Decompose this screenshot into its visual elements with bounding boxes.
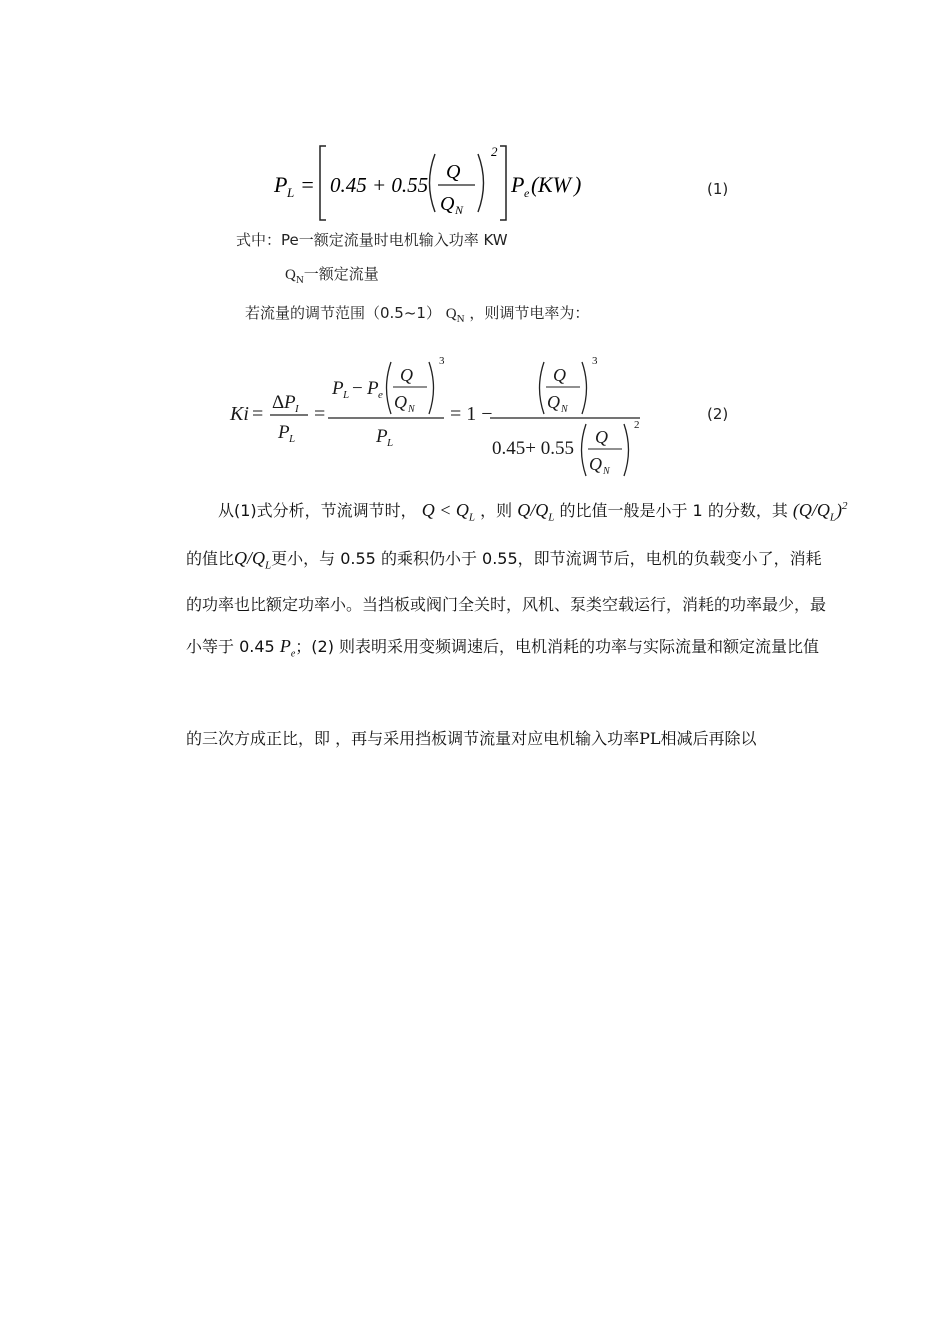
svg-text:L: L <box>287 185 295 200</box>
range-text-c: ，则调节电率为： <box>469 304 590 322</box>
inline-q-less-ql: $Q < Q_L$ <box>421 500 476 524</box>
svg-text:0.45 + 0.55: 0.45 + 0.55 <box>330 173 429 197</box>
svg-text:P: P <box>511 172 525 197</box>
para2-text-b: 更小，与 0.55 的乘积仍小于 0.55，即节流调节后，电机的负载变小了，消耗 <box>271 549 822 568</box>
svg-text:N: N <box>561 404 568 415</box>
para4-text-b: ；(2) 则表明采用变频调速后，电机消耗的功率与实际流量和额定流量比值 <box>295 637 820 656</box>
svg-text:(: ( <box>531 172 539 197</box>
inline-q-over-ql-squared: $(Q/Q_L)^2$ <box>792 500 848 524</box>
equation-1-graphic <box>270 140 600 224</box>
svg-text:): ) <box>574 172 582 197</box>
equation-2 <box>228 352 648 486</box>
para1-text-b: ，则 <box>480 501 513 520</box>
paragraph-line-5: 的三次方成正比，即 ，再与采用挡板调节流量对应电机输入功率PL相减后再除以 <box>186 729 757 748</box>
paragraph-line-2 <box>186 546 822 572</box>
para4-text-a: 小等于 0.45 <box>186 637 275 656</box>
svg-text:P: P <box>278 422 290 443</box>
svg-text:e: e <box>524 186 530 200</box>
svg-text:N: N <box>455 203 464 217</box>
svg-text:KW: KW <box>538 172 571 197</box>
paragraph-line-3: 的功率也比额定功率小。当挡板或阀门全关时，风机、泵类空载运行，消耗的功率最少，最 <box>186 595 827 614</box>
svg-text:Q: Q <box>400 365 413 385</box>
svg-text:e: e <box>378 389 383 401</box>
svg-text:= 1 −: = 1 − <box>450 403 493 425</box>
svg-text:Q: Q <box>589 454 602 474</box>
svg-text:Δ: Δ <box>272 392 285 413</box>
paragraph-line-1 <box>218 498 848 524</box>
equation-2-graphic <box>228 352 648 482</box>
svg-text:2: 2 <box>634 419 640 431</box>
svg-text:Q: Q <box>394 392 407 412</box>
equation-1-number: (1) <box>707 180 729 198</box>
para1-text-c: 的比值一般是小于 1 的分数，其 <box>559 501 788 520</box>
svg-text:L: L <box>289 433 296 445</box>
where-qn-line <box>285 263 379 286</box>
svg-text:Q: Q <box>595 427 608 447</box>
qn-symbol: $Q_N$ <box>285 267 304 286</box>
svg-text:N: N <box>603 466 610 477</box>
range-qn: $Q_N$ <box>445 306 465 325</box>
svg-text:=: = <box>252 403 264 425</box>
svg-text:Ki: Ki <box>230 403 249 425</box>
svg-text:L: L <box>387 437 394 449</box>
equation-2-number: (2) <box>707 405 729 423</box>
para1-text-a: 从(1)式分析，节流调节时， <box>218 501 417 520</box>
svg-text:P: P <box>367 378 379 399</box>
svg-text:−: − <box>352 378 363 399</box>
svg-text:I: I <box>295 403 299 415</box>
svg-text:=: = <box>300 172 315 197</box>
equation-1 <box>270 140 600 220</box>
svg-text:Q: Q <box>446 161 461 183</box>
where-qn-text: 一额定流量 <box>303 265 379 283</box>
svg-text:P: P <box>332 378 344 399</box>
svg-text:=: = <box>314 403 326 425</box>
svg-text:P: P <box>274 172 288 197</box>
inline-q-over-ql-2: $Q/Q_L$ <box>234 548 272 572</box>
svg-text:Q: Q <box>547 392 560 412</box>
range-text-a: 若流量的调节范围（0.5~1） <box>245 304 441 322</box>
svg-text:0.45+ 0.55: 0.45+ 0.55 <box>492 438 574 459</box>
para2-text-a: 的值比 <box>186 549 235 568</box>
svg-text:Q: Q <box>440 193 455 215</box>
where-pe-line: 式中：Pe一额定流量时电机输入功率 KW <box>236 231 508 249</box>
svg-text:N: N <box>408 404 415 415</box>
svg-text:P: P <box>376 426 388 447</box>
svg-text:L: L <box>343 389 350 401</box>
range-line <box>245 302 589 325</box>
inline-q-over-ql: $Q/Q_L$ <box>517 500 555 524</box>
svg-text:3: 3 <box>592 355 598 367</box>
svg-text:2: 2 <box>491 144 498 159</box>
paragraph-line-4 <box>186 634 819 660</box>
svg-text:3: 3 <box>439 355 445 367</box>
svg-text:Q: Q <box>553 365 566 385</box>
inline-pe: $P_e$ <box>279 636 296 660</box>
svg-text:P: P <box>284 392 296 413</box>
